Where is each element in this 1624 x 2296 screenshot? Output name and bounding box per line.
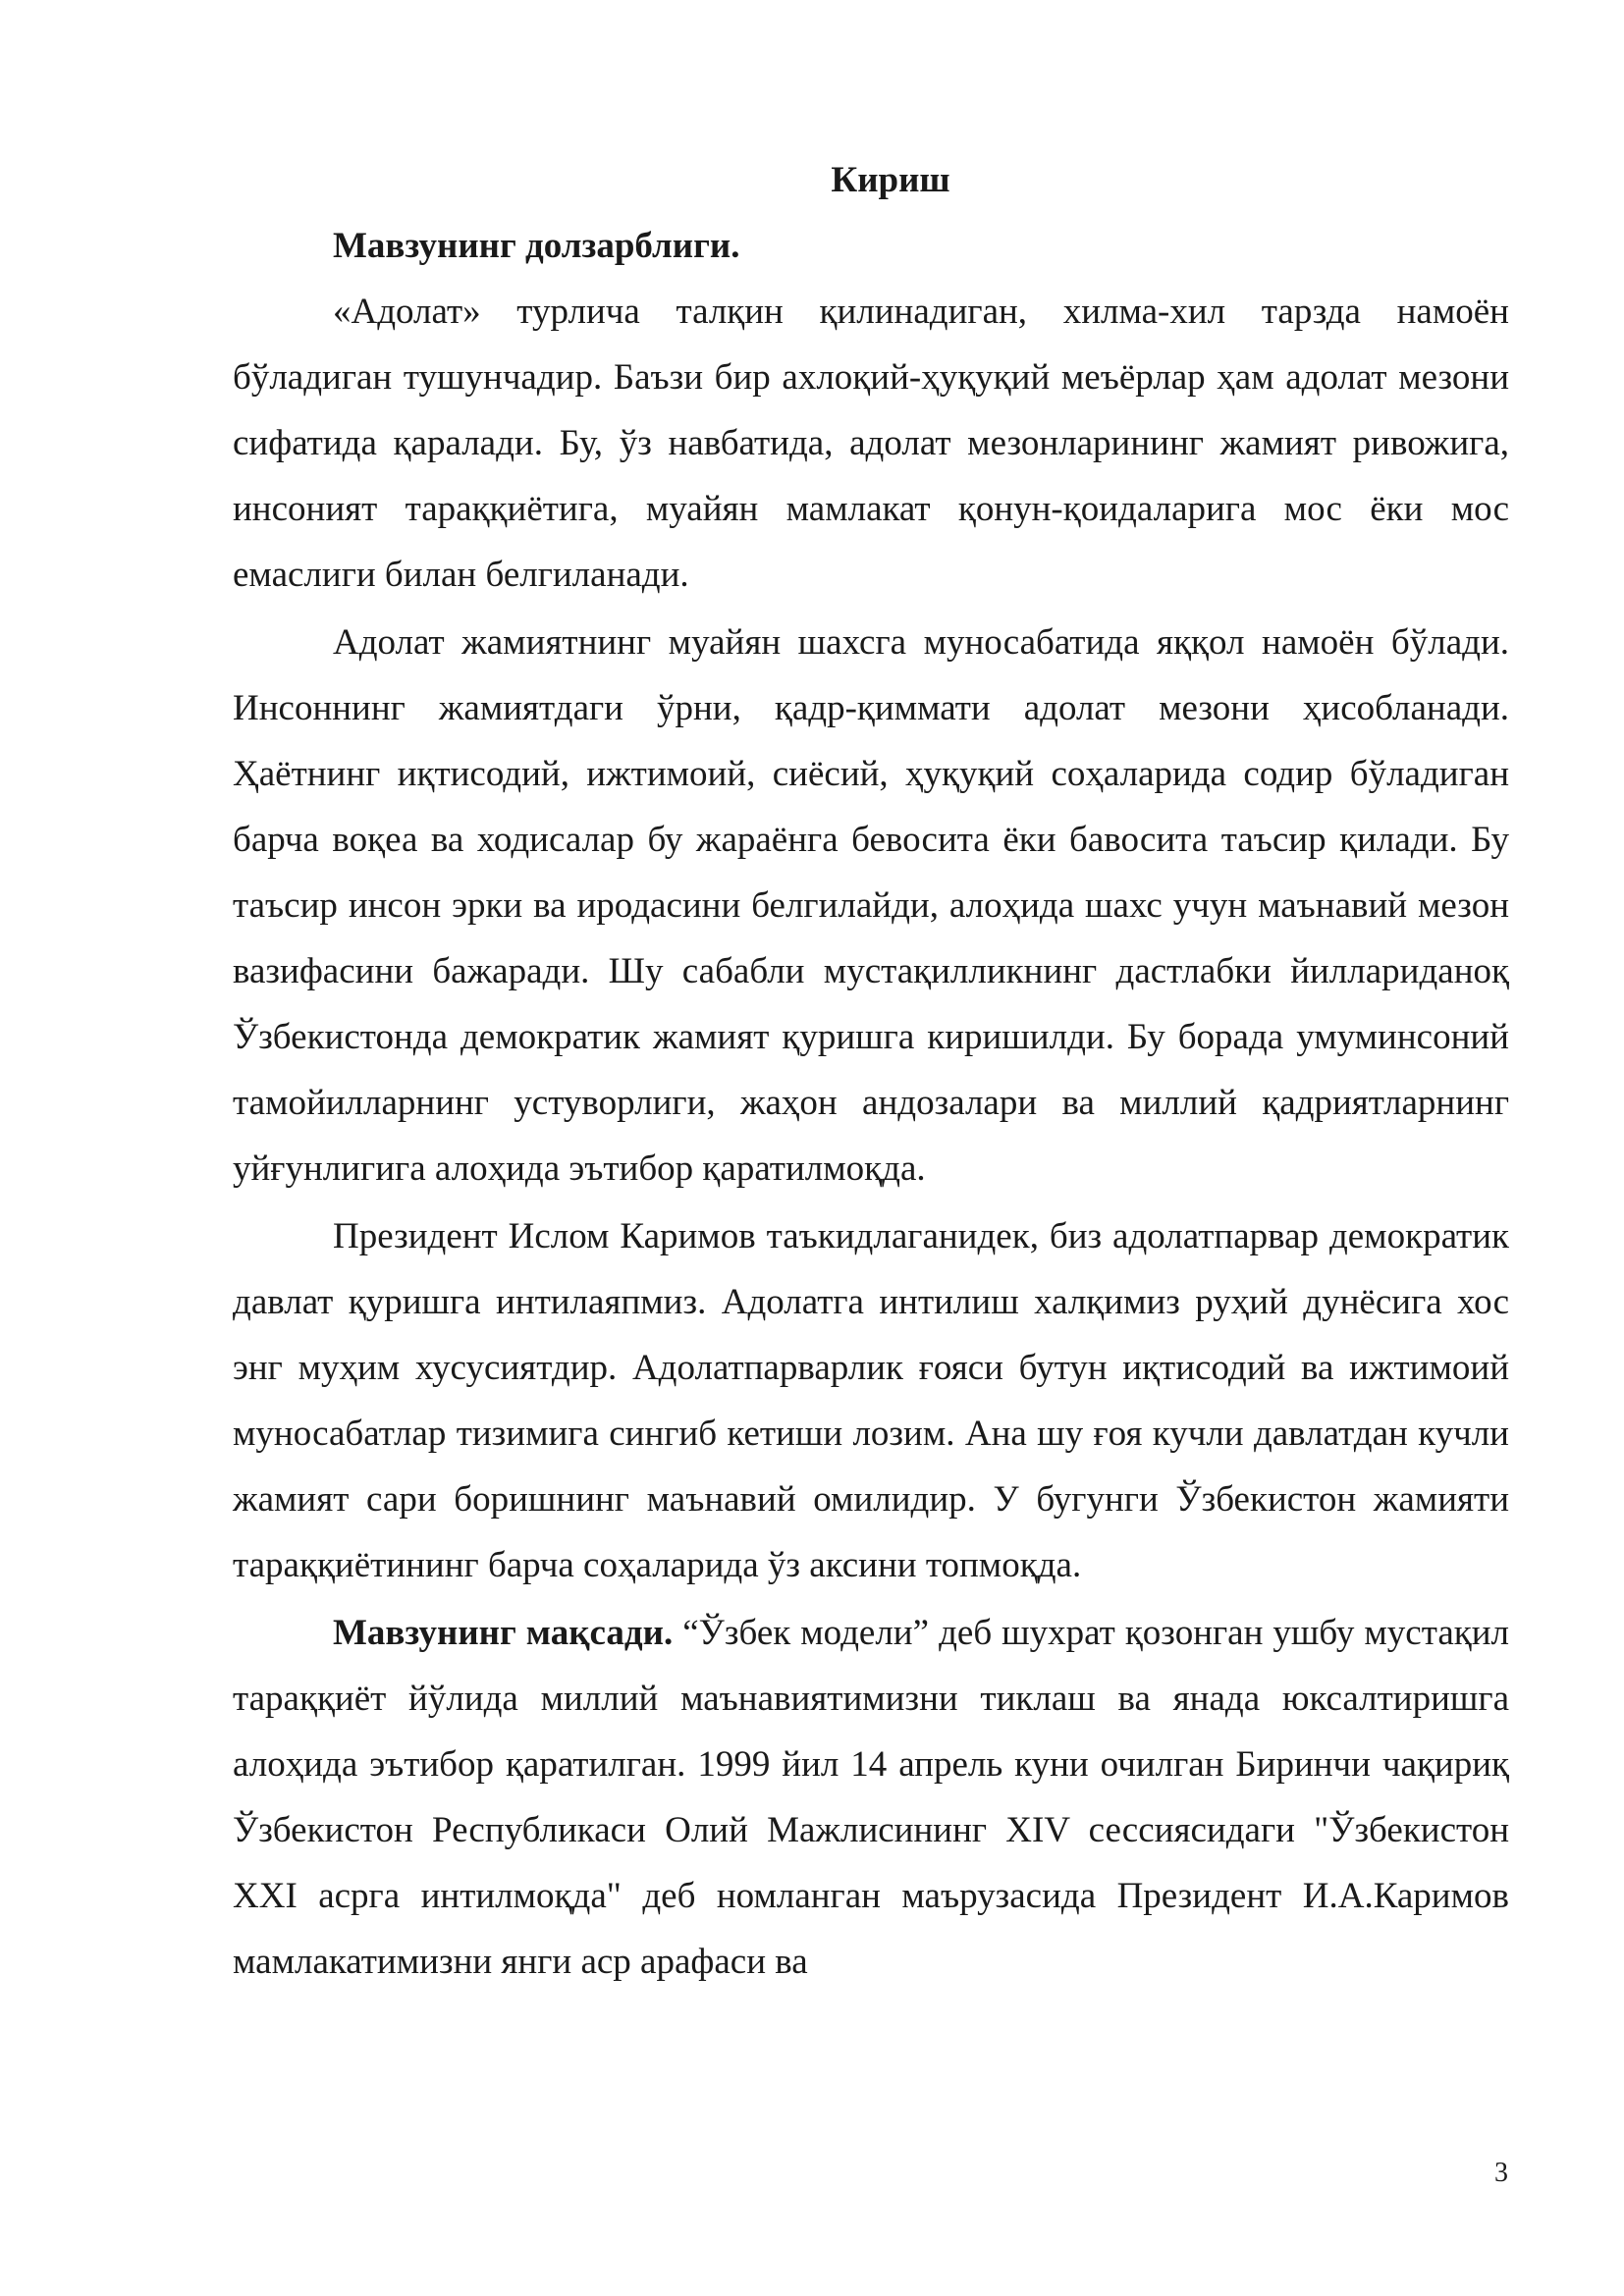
page-title: Кириш	[831, 160, 950, 200]
paragraph-3: Президент Ислом Каримов таъкидлаганидек, биз адолатпарвар демократик давлат қуришга интилаяпмиз. Адолатга интилиш халқимиз руҳий дунёсига хос энг муҳим хусусиятдир. Адолатпарварлик ғояси бутун иқтисодий ва ижтимоий муносабатлар тизимига сингиб кетиши лозим. Ана шу ғоя кучли давлатдан кучли жамият сари боришнинг маънавий омилидир. У бугунги Ўзбекистон жамияти тараққиётининг барча соҳаларида ўз аксини топмоқда.	[233, 1216, 1509, 1585]
paragraph-4	[233, 1600, 1509, 1995]
paragraph-4-text: “Ўзбек модели” деб шухрат қозонган ушбу мустақил тараққиёт йўлида миллий маънавиятимизни тиклаш ва янада юксалтиришга алоҳида эътибор қаратилган. 1999 йил 14 апрель куни очилган Биринчи чақириқ Ўзбекистон Республикаси Олий Мажлисининг XIV сессиясидаги "Ўзбекистон XXI асрга интилмоқда" деб номланган маърузасида Президент И.А.Каримов мамлакатимизни янги аср арафаси ва	[233, 1613, 1509, 1982]
paragraph-2: Адолат жамиятнинг муайян шахсга муносабатида яққол намоён бўлади. Инсоннинг жамиятдаги ўрни, қадр-қиммати адолат мезони ҳисобланади. Ҳаётнинг иқтисодий, ижтимоий, сиёсий, ҳуқуқий соҳаларида содир бўладиган барча воқеа ва ходисалар бу жараёнга бевосита ёки бавосита таъсир қилади. Бу таъсир инсон эрки ва иродасини белгилайди, алоҳида шахс учун маънавий мезон вазифасини бажаради. Шу сабабли мустақилликнинг дастлабки йиллариданоқ Ўзбекистонда демократик жамият қуришга киришилди. Бу борада умуминсоний тамойилларнинг устуворлиги, жаҳон андозалари ва миллий қадриятларнинг уйғунлигига алоҳида эътибор қаратилмоқда.	[233, 622, 1509, 1189]
page-content	[233, 147, 1509, 1995]
page-number: 3	[1494, 2158, 1508, 2188]
paragraph-1: «Адолат» турлича талқин қилинадиган, хилма-хил тарзда намоён бўладиган тушунчадир. Баъзи бир ахлоқий-ҳуқуқий меъёрлар ҳам адолат мезони сифатида қаралади. Бу, ўз навбатида, адолат мезонларининг жамият ривожига, инсоният тараққиётига, муайян мамлакат қонун-қоидаларига мос ёки мос емаслиги билан белгиланади.	[233, 292, 1509, 595]
section-heading-relevance: Мавзунинг долзарблиги.	[333, 226, 740, 266]
section-heading-goal: Мавзунинг мақсади.	[333, 1613, 674, 1653]
